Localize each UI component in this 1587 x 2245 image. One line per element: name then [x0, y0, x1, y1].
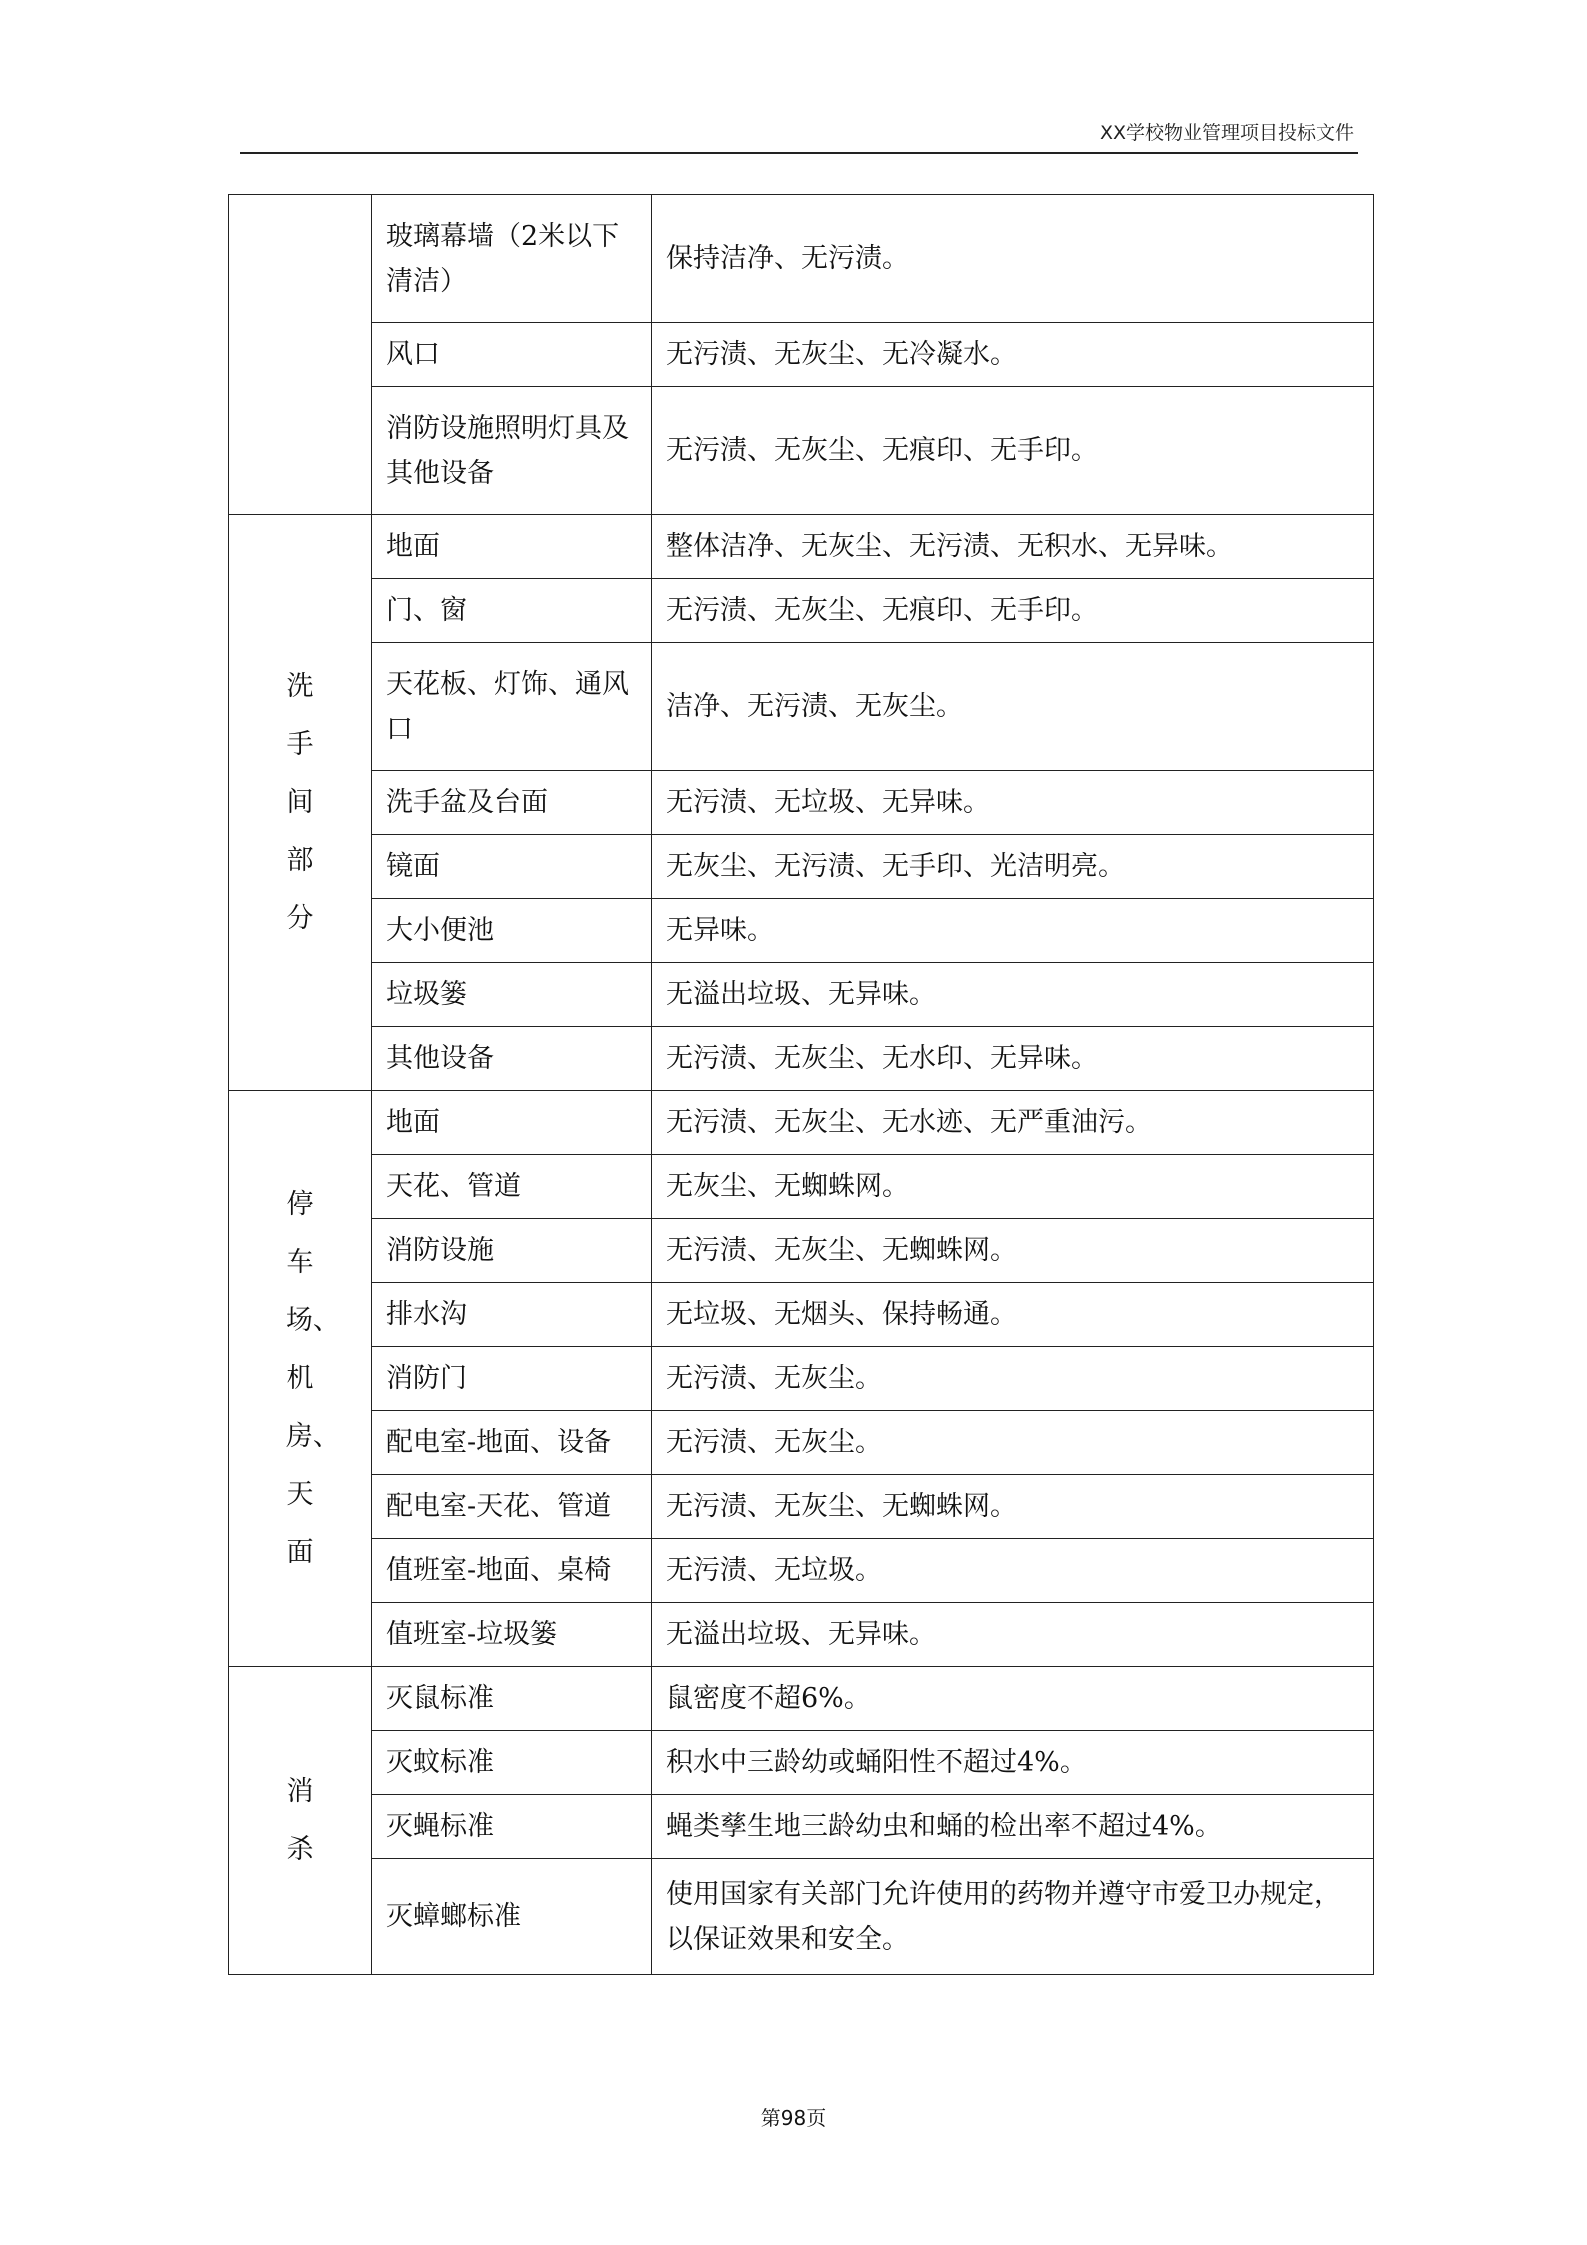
- item-cell: 地面: [372, 515, 652, 579]
- table-row: [229, 1347, 1374, 1411]
- table-row: [229, 195, 1374, 323]
- standard-cell: 无污渍、无灰尘、无水印、无异味。: [652, 1027, 1374, 1091]
- table-row: [229, 835, 1374, 899]
- standard-cell: 无污渍、无灰尘、无水迹、无严重油污。: [652, 1091, 1374, 1155]
- item-cell: 消防门: [372, 1347, 652, 1411]
- standard-cell: 无污渍、无垃圾。: [652, 1539, 1374, 1603]
- standard-cell: 无污渍、无灰尘、无蜘蛛网。: [652, 1475, 1374, 1539]
- item-cell: 大小便池: [372, 899, 652, 963]
- page-number: 第98页: [760, 2106, 827, 2130]
- page-header: [240, 114, 1358, 154]
- table-row: [229, 1539, 1374, 1603]
- category-label: 洗手间部分: [286, 670, 314, 934]
- item-cell: 灭蝇标准: [372, 1795, 652, 1859]
- item-cell: 洗手盆及台面: [372, 771, 652, 835]
- item-cell: 值班室-地面、桌椅: [372, 1539, 652, 1603]
- standard-cell: 无垃圾、无烟头、保持畅通。: [652, 1283, 1374, 1347]
- table-row: [229, 1731, 1374, 1795]
- item-cell: 门、窗: [372, 579, 652, 643]
- item-cell: 其他设备: [372, 1027, 652, 1091]
- item-cell: 灭蟑螂标准: [372, 1859, 652, 1975]
- table-row: [229, 899, 1374, 963]
- item-cell: 值班室-垃圾篓: [372, 1603, 652, 1667]
- item-cell: 天花板、灯饰、通风口: [372, 643, 652, 771]
- table-row: [229, 1475, 1374, 1539]
- table-row: [229, 387, 1374, 515]
- cleaning-standards-table: [228, 194, 1374, 1975]
- category-label: 停车场、机房、天面: [285, 1188, 340, 1568]
- standard-cell: 无灰尘、无蜘蛛网。: [652, 1155, 1374, 1219]
- standard-cell: 无污渍、无灰尘、无痕印、无手印。: [652, 579, 1374, 643]
- category-cell: [229, 195, 372, 515]
- standard-cell: 无污渍、无灰尘、无痕印、无手印。: [652, 387, 1374, 515]
- table-row: [229, 963, 1374, 1027]
- category-cell: [229, 1667, 372, 1975]
- table-row: [229, 1219, 1374, 1283]
- item-cell: 风口: [372, 323, 652, 387]
- standard-cell: 无灰尘、无污渍、无手印、光洁明亮。: [652, 835, 1374, 899]
- item-cell: 灭鼠标准: [372, 1667, 652, 1731]
- table-row: [229, 579, 1374, 643]
- standard-cell: 整体洁净、无灰尘、无污渍、无积水、无异味。: [652, 515, 1374, 579]
- item-cell: 排水沟: [372, 1283, 652, 1347]
- item-cell: 天花、管道: [372, 1155, 652, 1219]
- item-cell: 灭蚊标准: [372, 1731, 652, 1795]
- table-row: [229, 771, 1374, 835]
- standard-cell: 保持洁净、无污渍。: [652, 195, 1374, 323]
- table-row: [229, 1667, 1374, 1731]
- table-row: [229, 1859, 1374, 1975]
- table-row: [229, 1603, 1374, 1667]
- category-cell: [229, 1091, 372, 1667]
- item-cell: 配电室-天花、管道: [372, 1475, 652, 1539]
- table-row: [229, 323, 1374, 387]
- standard-cell: 无污渍、无灰尘。: [652, 1411, 1374, 1475]
- standard-cell: 使用国家有关部门允许使用的药物并遵守市爱卫办规定，以保证效果和安全。: [652, 1859, 1374, 1975]
- standard-cell: 无污渍、无灰尘、无冷凝水。: [652, 323, 1374, 387]
- standard-cell: 无污渍、无垃圾、无异味。: [652, 771, 1374, 835]
- standard-cell: 洁净、无污渍、无灰尘。: [652, 643, 1374, 771]
- table-row: [229, 643, 1374, 771]
- item-cell: 配电室-地面、设备: [372, 1411, 652, 1475]
- table-row: [229, 1795, 1374, 1859]
- item-cell: 地面: [372, 1091, 652, 1155]
- standard-cell: 无异味。: [652, 899, 1374, 963]
- table-row: [229, 1091, 1374, 1155]
- document-title: XX学校物业管理项目投标文件: [1099, 122, 1354, 144]
- category-label: 消杀: [286, 1775, 314, 1865]
- standard-cell: 鼠密度不超6%。: [652, 1667, 1374, 1731]
- table-row: [229, 1027, 1374, 1091]
- table-row: [229, 1155, 1374, 1219]
- item-cell: 镜面: [372, 835, 652, 899]
- standard-cell: 无溢出垃圾、无异味。: [652, 963, 1374, 1027]
- item-cell: 垃圾篓: [372, 963, 652, 1027]
- table-row: [229, 515, 1374, 579]
- standard-cell: 积水中三龄幼或蛹阳性不超过4%。: [652, 1731, 1374, 1795]
- item-cell: 消防设施照明灯具及其他设备: [372, 387, 652, 515]
- standard-cell: 无溢出垃圾、无异味。: [652, 1603, 1374, 1667]
- table-row: [229, 1411, 1374, 1475]
- table-row: [229, 1283, 1374, 1347]
- item-cell: 消防设施: [372, 1219, 652, 1283]
- standard-cell: 无污渍、无灰尘、无蜘蛛网。: [652, 1219, 1374, 1283]
- item-cell: 玻璃幕墙（2米以下清洁）: [372, 195, 652, 323]
- category-cell: [229, 515, 372, 1091]
- standard-cell: 无污渍、无灰尘。: [652, 1347, 1374, 1411]
- standard-cell: 蝇类孳生地三龄幼虫和蛹的检出率不超过4%。: [652, 1795, 1374, 1859]
